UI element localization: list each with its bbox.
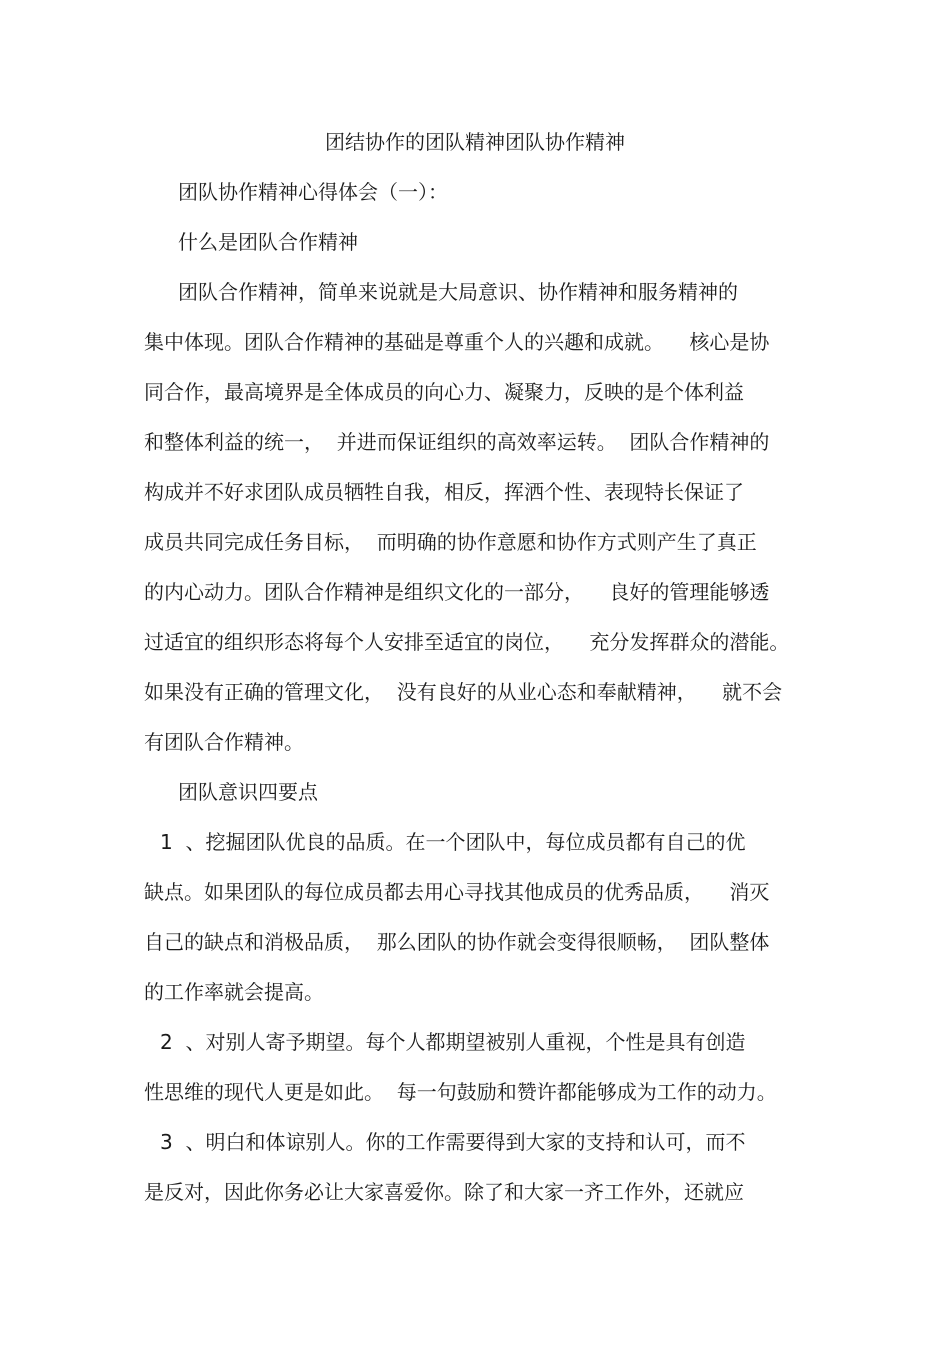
document-title: 团结协作的团队精神团队协作精神: [325, 130, 625, 154]
paragraph-line: 和整体利益的统一， 并进而保证组织的高效率运转。 团队合作精神的: [144, 430, 770, 454]
subsection-heading: 什么是团队合作精神: [178, 230, 358, 254]
list-item-line: 3 、明白和体谅别人。你的工作需要得到大家的支持和认可，而不: [160, 1130, 746, 1154]
paragraph-line: 构成并不好求团队成员牺牲自我，相反，挥洒个性、表现特长保证了: [144, 480, 744, 504]
paragraph-line: 集中体现。团队合作精神的基础是尊重个人的兴趣和成就。 核心是协: [144, 330, 770, 354]
paragraph-line: 同合作，最高境界是全体成员的向心力、凝聚力，反映的是个体利益: [144, 380, 744, 404]
list-item-line: 的工作率就会提高。: [144, 980, 324, 1004]
paragraph-line: 过适宜的组织形态将每个人安排至适宜的岗位， 充分发挥群众的潜能。: [144, 630, 790, 654]
list-item-line: 自己的缺点和消极品质， 那么团队的协作就会变得很顺畅， 团队整体: [144, 930, 770, 954]
paragraph-line: 成员共同完成任务目标， 而明确的协作意愿和协作方式则产生了真正: [144, 530, 757, 554]
list-item-line: 性思维的现代人更是如此。 每一句鼓励和赞许都能够成为工作的动力。: [144, 1080, 777, 1104]
list-item-line: 缺点。如果团队的每位成员都去用心寻找其他成员的优秀品质， 消灭: [144, 880, 770, 904]
subsection-heading: 团队意识四要点: [178, 780, 318, 804]
paragraph-line: 团队合作精神，简单来说就是大局意识、协作精神和服务精神的: [178, 280, 738, 304]
paragraph-line: 的内心动力。团队合作精神是组织文化的一部分， 良好的管理能够透: [144, 580, 770, 604]
list-item-line: 1 、挖掘团队优良的品质。在一个团队中，每位成员都有自己的优: [160, 830, 746, 854]
section-heading: 团队协作精神心得体会（一）：: [178, 180, 448, 204]
list-item-line: 是反对，因此你务必让大家喜爱你。除了和大家一齐工作外，还就应: [144, 1180, 744, 1204]
paragraph-line: 有团队合作精神。: [144, 730, 304, 754]
list-item-line: 2 、对别人寄予期望。每个人都期望被别人重视，个性是具有创造: [160, 1030, 746, 1054]
paragraph-line: 如果没有正确的管理文化， 没有良好的从业心态和奉献精神， 就不会: [144, 680, 783, 704]
